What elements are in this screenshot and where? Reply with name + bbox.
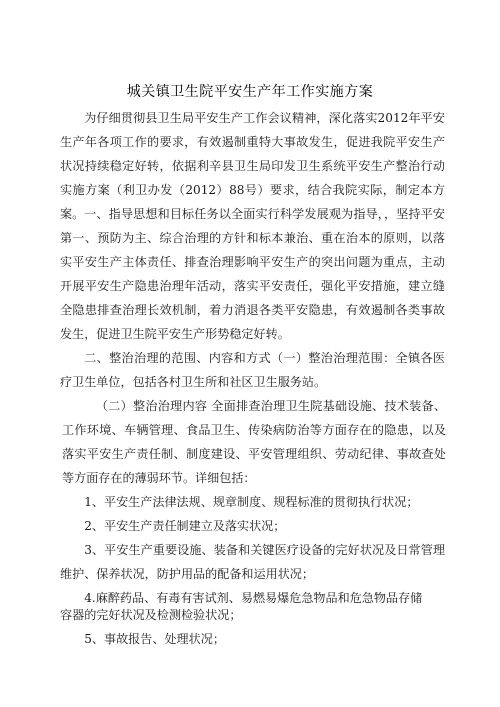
- list-item-3: 3、平安生产重要设施、装备和关键医疗设备的完好状况及日常管理维护、保养状况，防护用品的配备和运用状况；: [60, 543, 445, 581]
- list-item-1: 1、平安生产法律法规、规章制度、规程标准的贯彻执行状况；: [84, 495, 419, 509]
- paragraph-intro: 为仔细贯彻县卫生局平安生产工作会议精神，深化落实2012年平安生产年各项工作的要求，有效遏制重特大事故发生，促进我院平安生产状况持续稳定好转，依据利辛县卫生局印发卫生系统平安生产整治行动实施方案（利卫办发（2012）88号）要求，结合我院实际，制定本方案。: [60, 111, 445, 221]
- paragraph-guiding-principles: 一、指导思想和目标任务以全面实行科学发展观为指导，，坚持平安第一、预防为主、综合治理的方针和标本兼治、重在治本的原则，以落实平安生产主体责任、排查治理影响平安生产的突出问题为重点，主动开展平安生产隐患治理年活动，落实平安责任，强化平安措施，建立缝全隐患排查治理长效机制，着力消退各类平安隐患，有效遏制各类事故发生，促进卫生院平安生产形势稳定好转。: [60, 207, 445, 341]
- paragraph-content: （二）整治治理内容 全面排查治理卫生院基础设施、技术装备、工作环境、车辆管理、食品卫生、传染病防治等方面存在的隐患，以及落实平安生产责任制、制度建设、平安管理组织、劳动纪律、事故查处等方面存在的薄弱环节。详细包括：: [62, 399, 446, 485]
- list-item-5: 5、事故报告、处理状况；: [84, 632, 225, 646]
- list-item-2: 2、平安生产责任制建立及落实状况；: [84, 519, 286, 533]
- list-item-4-continuation: 容器的完好状况及检测检验状况；: [60, 608, 242, 622]
- document-title: 城关镇卫生院平安生产年工作实施方案: [126, 84, 374, 100]
- paragraph-scope: 二、整治治理的范围、内容和方式（一）整治治理范围：全镇各医疗卫生单位，包括各村卫生所和社区卫生服务站。: [60, 351, 445, 389]
- list-item-4: 4.麻醉药品、有毒有害试剂、易燃易爆危急物品和危急物品存储: [84, 591, 423, 605]
